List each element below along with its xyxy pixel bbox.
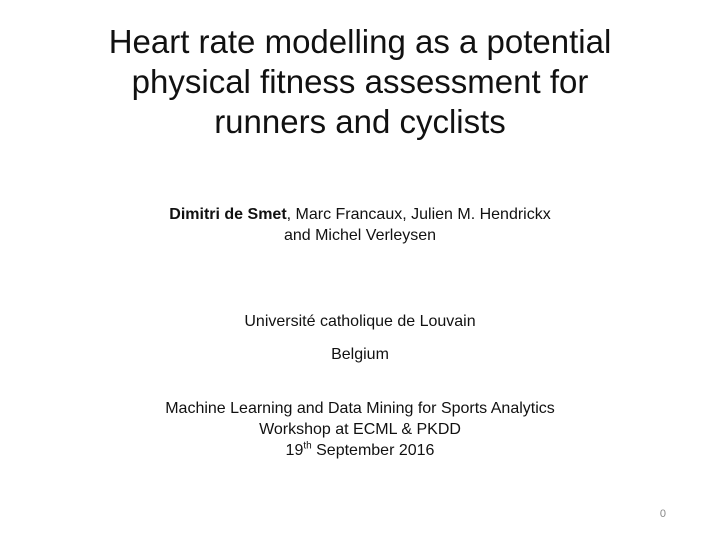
presenter-name: Dimitri de Smet [169,206,287,223]
event-line-2: Workshop at ECML & PKDD [259,421,461,438]
title-line-2: physical fitness assessment for [131,63,589,100]
authors-block [60,204,660,246]
event-date [60,440,660,461]
event-month-year: September 2016 [311,442,435,459]
event-block [60,398,660,461]
title-line-1: Heart rate modelling as a potential [108,23,612,60]
event-line-1: Machine Learning and Data Mining for Sports Analytics [165,400,555,417]
co-authors: , Marc Francaux, Julien M. Hendrickx [286,206,551,223]
authors-line-2: and Michel Verleysen [283,227,437,244]
title-line-3: runners and cyclists [214,103,506,140]
event-day: 19 [285,442,304,459]
slide-number: 0 [659,508,666,520]
country: Belgium [331,346,389,363]
event-day-suffix: th [303,440,312,452]
slide-title [40,22,680,142]
university: Université catholique de Louvain [244,313,476,330]
authors-line-1 [60,204,660,225]
